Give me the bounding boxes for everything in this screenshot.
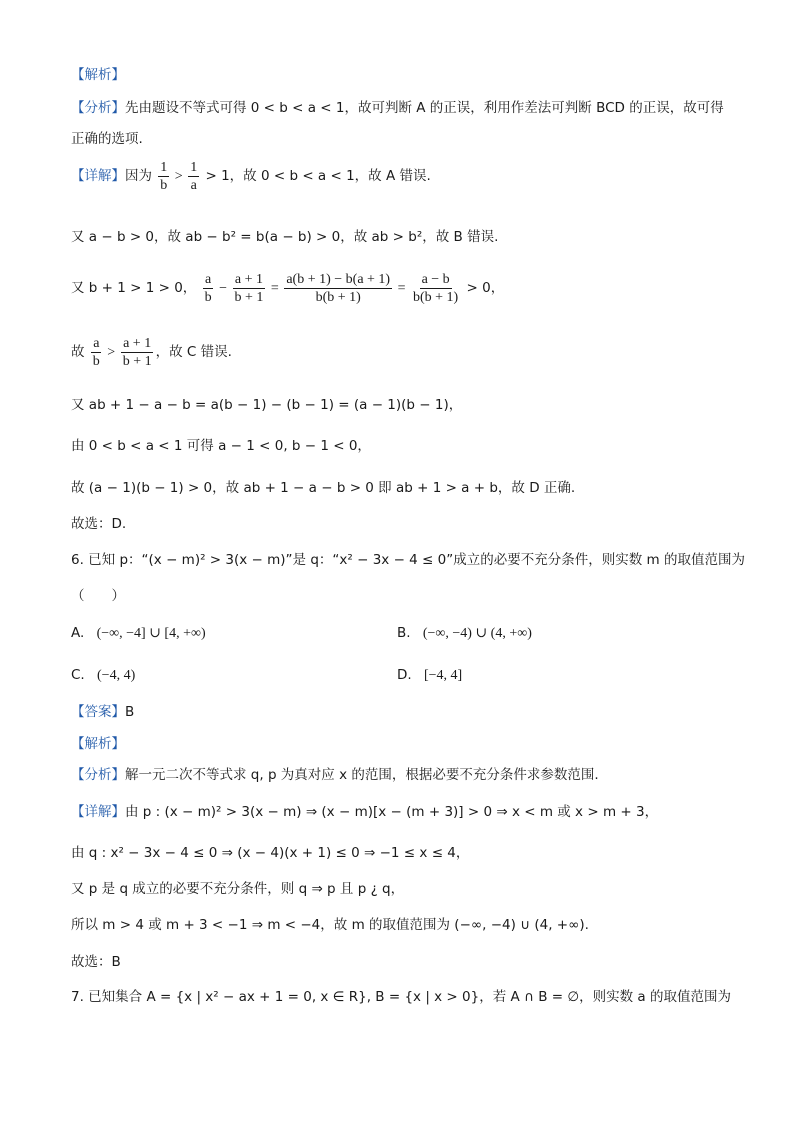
numerator: a + 1 — [234, 271, 264, 287]
detail-line-7 — [71, 479, 575, 497]
analysis-line-2 — [71, 130, 143, 148]
fraction — [411, 271, 460, 306]
fraction — [188, 159, 199, 194]
text: 由 q : x² − 3x − 4 ≤ 0 ⇒ (x − 4)(x + 1) ≤ 0 ⇒ −1 ≤ x ≤ 4， — [71, 845, 470, 861]
option-letter: C. — [71, 667, 85, 683]
text: B — [125, 704, 135, 720]
detail-line-1 — [71, 158, 431, 195]
operator: = — [267, 281, 283, 296]
fraction — [284, 271, 392, 306]
analysis-line-1 — [71, 99, 724, 117]
option-value: [−4, 4] — [423, 668, 463, 683]
text: 由 0 < b < a < 1 可得 a − 1 < 0, b − 1 < 0， — [71, 438, 371, 454]
fraction — [121, 335, 154, 370]
detail-line-4 — [71, 916, 589, 934]
text: 先由题设不等式可得 0 < b < a < 1，故可判断 A 的正误，利用作差法可判断 BCD 的正误，故可得 — [125, 100, 724, 116]
detail-line-3 — [71, 270, 504, 307]
denominator: a — [190, 177, 197, 193]
answer-choice-line — [71, 515, 126, 533]
text: > 1，故 0 < b < a < 1，故 A 错误. — [201, 168, 431, 184]
answer-line — [71, 703, 134, 721]
text: 又 ab + 1 − a − b = a(b − 1) − (b − 1) = (a − 1)(b − 1)， — [71, 397, 463, 413]
analysis-line — [71, 766, 599, 784]
numerator: 1 — [190, 159, 198, 175]
text: 故选：B — [71, 954, 121, 970]
detail-line-5 — [71, 396, 462, 414]
detail-line-1 — [71, 803, 658, 821]
text: 所以 m > 4 或 m + 3 < −1 ⇒ m < −4，故 m 的取值范围为 (−∞, −4) ∪ (4, +∞). — [71, 917, 589, 933]
fraction — [203, 271, 214, 306]
text: 解一元二次不等式求 q, p 为真对应 x 的范围，根据必要不充分条件求参数范围. — [125, 767, 599, 783]
text: 又 a − b > 0，故 ab − b² = b(a − b) > 0，故 ab > b²，故 B 错误. — [71, 229, 499, 245]
operator: = — [394, 281, 409, 296]
numerator: a(b + 1) − b(a + 1) — [286, 271, 391, 287]
option-value: (−∞, −4] ∪ [4, +∞) — [96, 626, 206, 641]
option-value: (−∞, −4) ∪ (4, +∞) — [422, 626, 532, 641]
question-7-stem — [71, 988, 731, 1006]
answer-choice-line — [71, 953, 121, 971]
denominator: b(b + 1) — [315, 289, 361, 305]
option-b — [397, 624, 532, 643]
question-6-stem — [71, 551, 745, 569]
detail-line-4 — [71, 334, 232, 371]
text: 故 (a − 1)(b − 1) > 0，故 ab + 1 − a − b > 0 即 ab + 1 > a + b，故 D 正确. — [71, 480, 576, 496]
denominator: b + 1 — [234, 289, 264, 305]
text: 故选：D. — [71, 516, 127, 532]
numerator: a − b — [421, 271, 450, 287]
text: 由 p : (x − m)² > 3(x − m) ⇒ (x − m)[x − (m + 3)] > 0 ⇒ x < m 或 x > m + 3， — [125, 804, 659, 820]
denominator: b + 1 — [122, 353, 152, 369]
option-d — [397, 666, 462, 685]
numerator: a — [205, 271, 212, 287]
text: 正确的选项. — [71, 131, 143, 147]
text: 故 — [71, 344, 85, 360]
tag-label: 【解析】 — [71, 736, 125, 752]
operator: − — [215, 281, 231, 296]
operator: > — [171, 169, 187, 184]
text: 又 p 是 q 成立的必要不充分条件，则 q ⇒ p 且 p ¿ q， — [71, 881, 405, 897]
text: ，故 C 错误. — [155, 344, 232, 360]
tag-label: 【解析】 — [71, 67, 125, 83]
detail-line-2 — [71, 844, 469, 862]
text: 因为 — [125, 168, 152, 184]
text: 7. 已知集合 A = {x | x² − ax + 1 = 0, x ∈ R}, B = {x | x > 0}，若 A ∩ B = ∅，则实数 a 的取值范围为 — [71, 989, 731, 1005]
fraction — [158, 159, 169, 194]
numerator: a + 1 — [123, 335, 152, 351]
numerator: a — [93, 335, 100, 351]
option-letter: D. — [397, 667, 412, 683]
option-value: (−4, 4) — [97, 668, 136, 683]
tag-label: 【分析】 — [71, 767, 125, 783]
detail-line-3 — [71, 880, 404, 898]
tag-label: 【答案】 — [71, 704, 125, 720]
text: （ ） — [71, 588, 125, 604]
tag-label: 【详解】 — [71, 168, 125, 184]
operator: > — [103, 345, 119, 360]
numerator: 1 — [160, 159, 168, 175]
tag-label: 【分析】 — [71, 100, 125, 116]
option-c — [71, 666, 135, 685]
section-heading-analysis — [71, 735, 125, 753]
option-letter: A. — [71, 625, 85, 641]
fraction — [91, 335, 102, 370]
question-6-blank — [71, 587, 125, 605]
denominator: b — [160, 177, 168, 193]
tag-label: 【详解】 — [71, 804, 125, 820]
text: 又 b + 1 > 1 > 0， — [71, 280, 197, 296]
text: 6. 已知 p：“(x − m)² > 3(x − m)”是 q：“x² − 3x − 4 ≤ 0”成立的必要不充分条件，则实数 m 的取值范围为 — [71, 552, 745, 568]
detail-line-6 — [71, 437, 371, 455]
section-heading-analysis — [71, 66, 125, 84]
denominator: b — [92, 353, 100, 369]
option-letter: B. — [397, 625, 411, 641]
fraction — [233, 271, 266, 306]
denominator: b — [204, 289, 212, 305]
option-a — [71, 624, 206, 643]
text: > 0， — [462, 280, 505, 296]
detail-line-2 — [71, 228, 498, 246]
denominator: b(b + 1) — [413, 289, 459, 305]
